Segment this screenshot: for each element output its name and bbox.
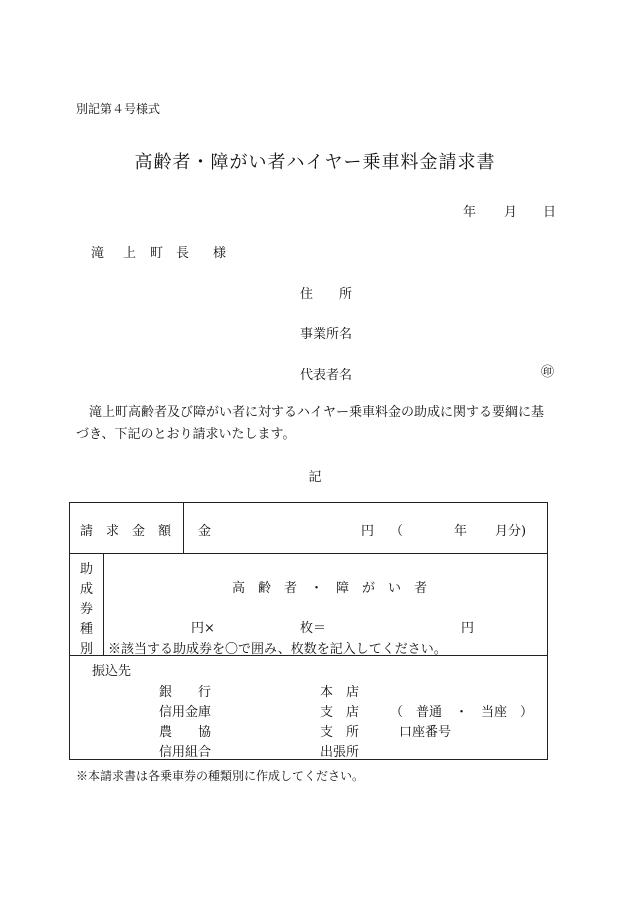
bank-type-bank: 銀 行 [159, 685, 212, 700]
ki-heading: 記 [308, 470, 322, 485]
form-number: 別記第４号様式 [76, 102, 161, 116]
account-number-label: 口座番号 [399, 725, 452, 740]
ticket-category: 高 齢 者 ・ 障 が い 者 [232, 581, 428, 596]
branch-type-branch: 支 店 [320, 705, 360, 720]
seal-mark-icon: ㊞ [540, 365, 554, 380]
amount-month-label: 月分) [495, 524, 527, 539]
ticket-label-char: 券 [79, 602, 93, 617]
addressee-char-1: 滝 [91, 246, 105, 261]
date-year-label: 年 [463, 205, 477, 220]
request-table [69, 502, 548, 760]
amount-paren-open: （ [390, 524, 404, 539]
addressee-char-4: 長 [176, 246, 190, 261]
amount-yen-unit: 円 [361, 524, 375, 539]
account-type-choice: （ 普通 ・ 当座 ） [390, 705, 534, 720]
table-rule [183, 503, 184, 553]
ticket-total-yen: 円 [461, 621, 475, 636]
ticket-label-char: 助 [79, 562, 93, 577]
ticket-yen-times: 円× [191, 621, 215, 636]
ticket-sheets-equals: 枚＝ [300, 621, 327, 636]
table-rule [103, 553, 104, 655]
bank-type-credit-union: 信用組合 [159, 745, 212, 760]
office-name-label: 事業所名 [300, 327, 353, 342]
ticket-label-char: 種 [79, 622, 93, 637]
addressee-honorific: 様 [213, 246, 227, 261]
footer-note: ※本請求書は各乗車券の種類別に作成してください。 [76, 769, 365, 783]
amount-year-label: 年 [454, 524, 468, 539]
bank-type-shinkin: 信用金庫 [159, 705, 212, 720]
ticket-instruction: ※該当する助成券を〇で囲み、枚数を記入してください。 [108, 642, 447, 657]
transfer-label: 振込先 [92, 664, 132, 679]
amount-label: 請 求 金 額 [80, 524, 172, 539]
addressee-char-2: 上 [123, 246, 137, 261]
date-day-label: 日 [543, 205, 557, 220]
ticket-label-char: 成 [79, 582, 93, 597]
representative-label: 代表者名 [300, 368, 353, 383]
request-body-text: 滝上町高齢者及び障がい者に対するハイヤー乗車料金の助成に関する要綱に基づき、下記のとおり請求いたします。 [76, 405, 545, 442]
branch-type-sub-branch: 支 所 [320, 725, 360, 740]
table-rule [70, 553, 547, 554]
branch-type-agency: 出張所 [320, 745, 360, 760]
date-month-label: 月 [504, 205, 518, 220]
ticket-label-char: 別 [79, 642, 93, 657]
amount-prefix: 金 [198, 524, 212, 539]
bank-type-nokyo: 農 協 [159, 725, 212, 740]
addressee-char-3: 町 [150, 246, 164, 261]
document-title: 高齢者・障がい者ハイヤー乗車料金請求書 [134, 152, 496, 173]
address-label: 住 所 [300, 287, 353, 302]
branch-type-head-office: 本 店 [320, 685, 360, 700]
